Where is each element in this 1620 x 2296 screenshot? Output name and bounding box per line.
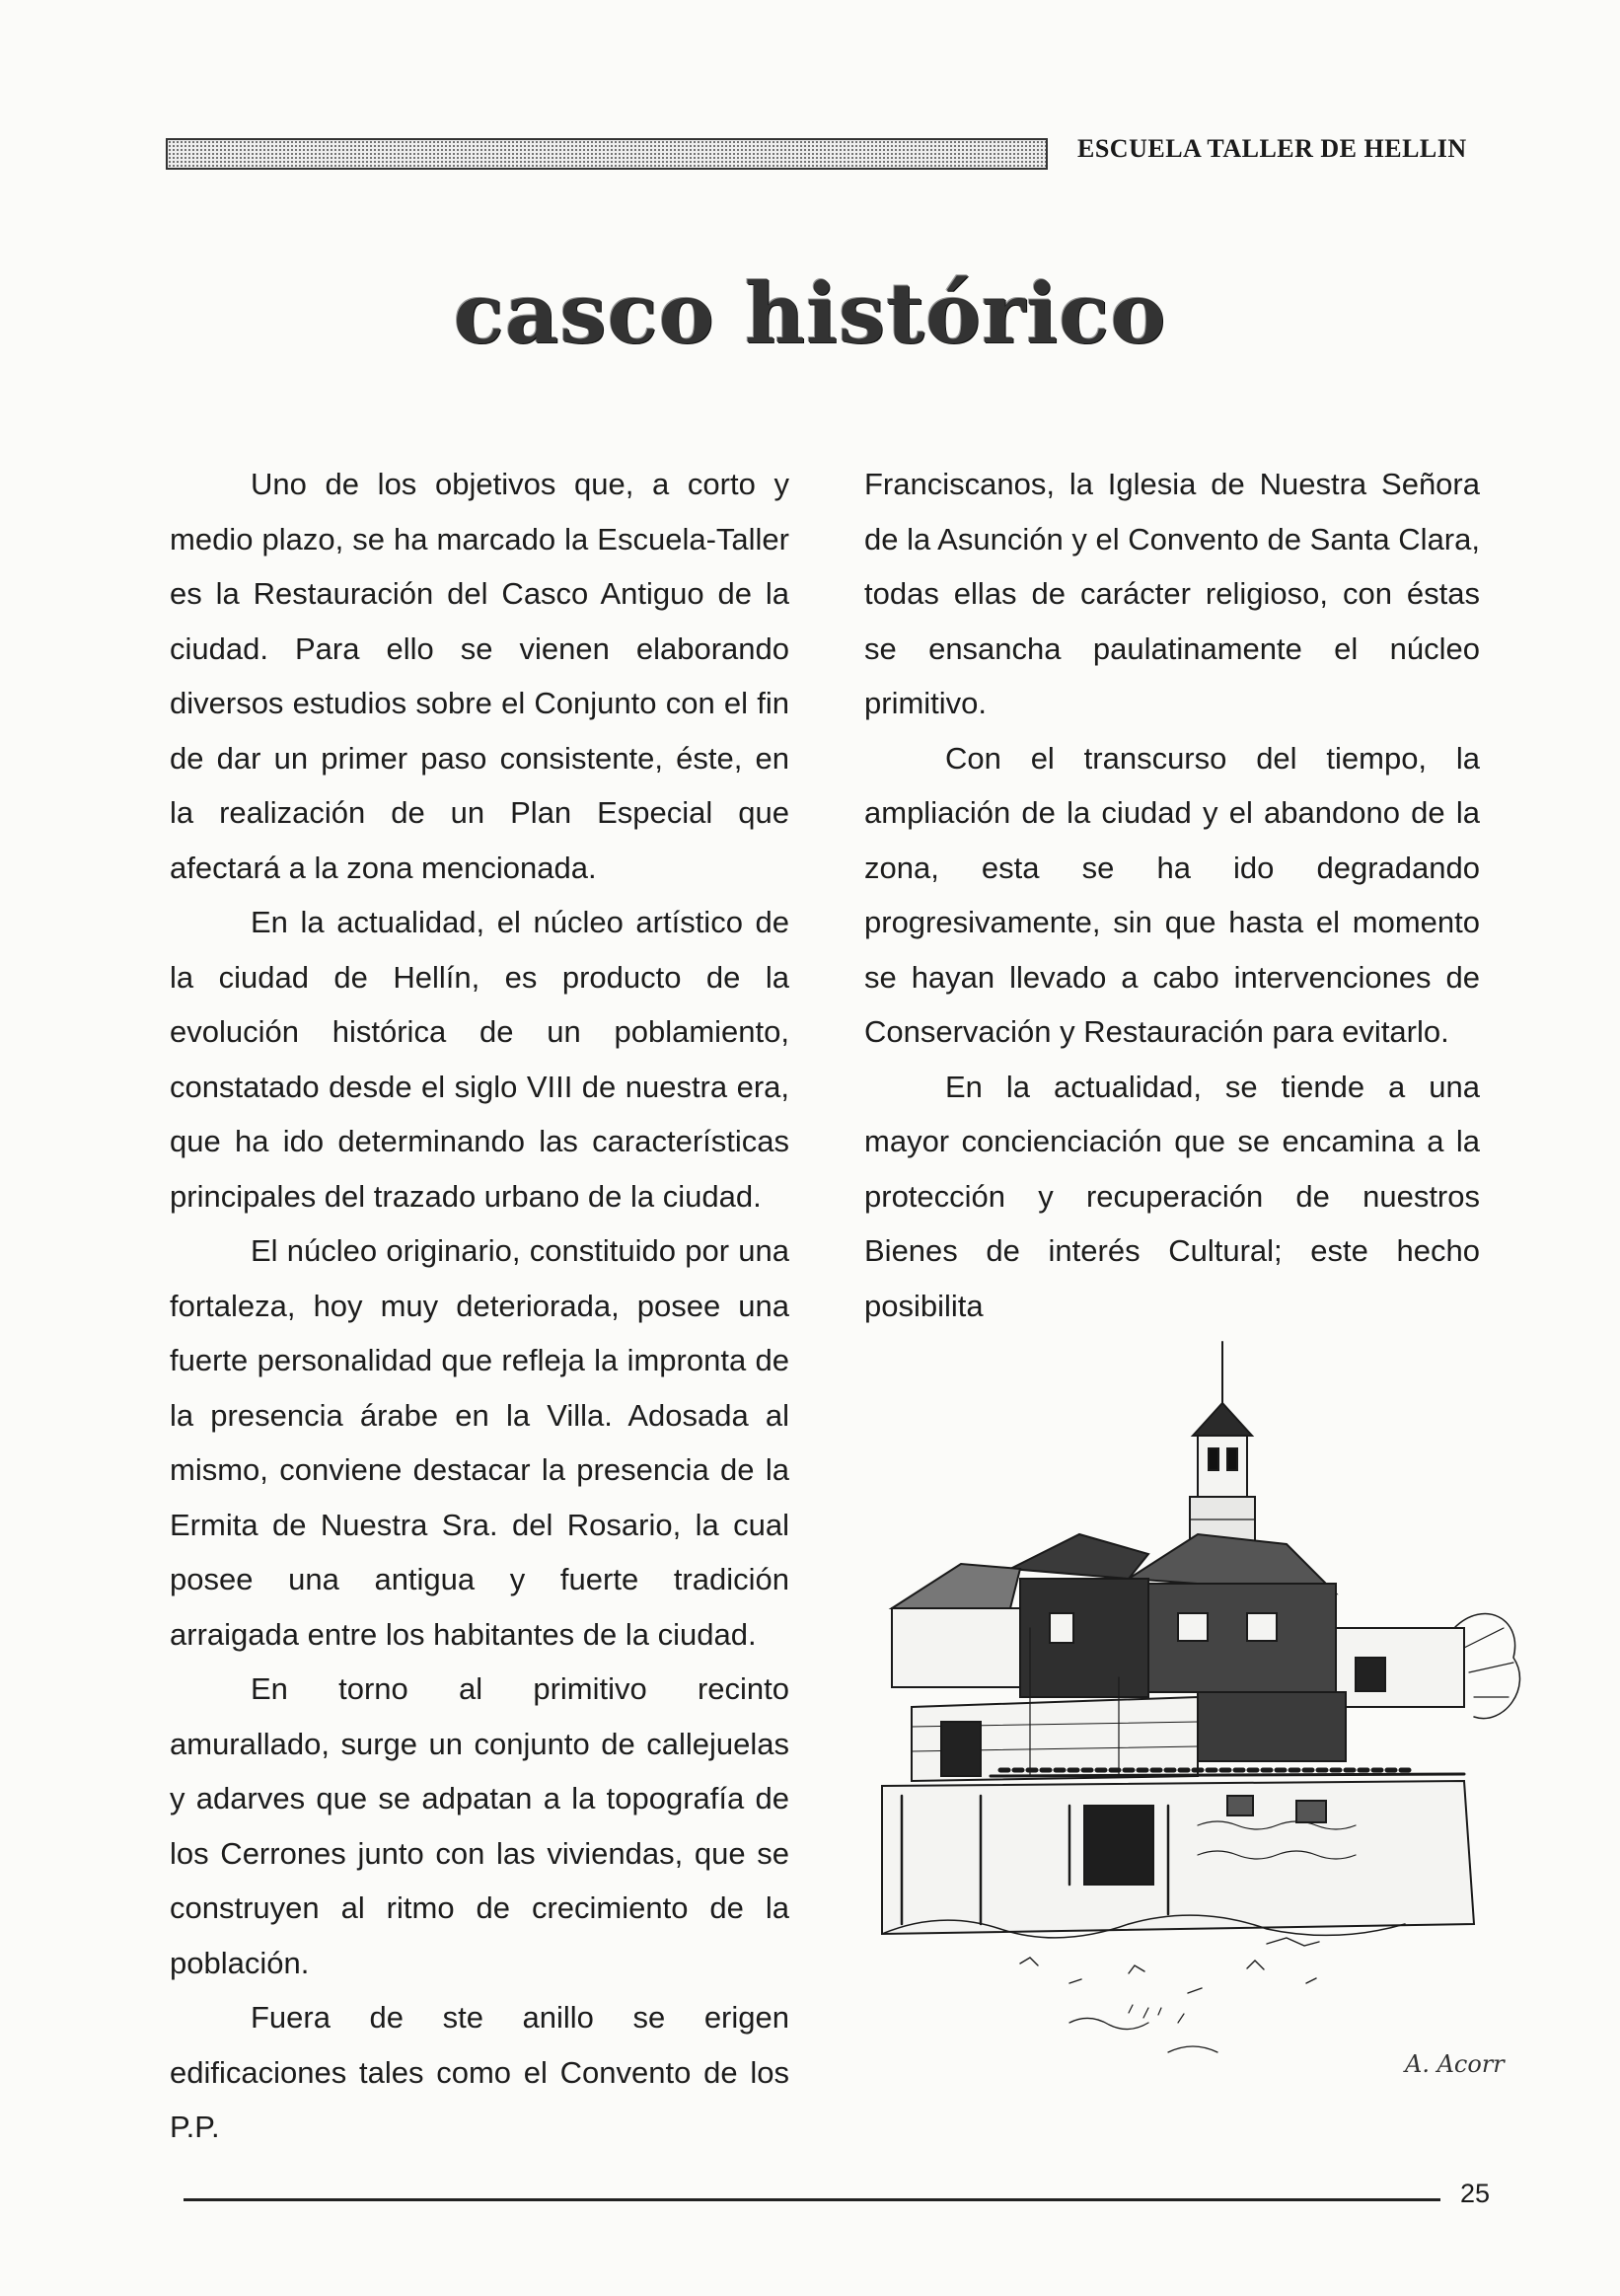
paragraph: Franciscanos, la Iglesia de Nuestra Señora de la Asunción y el Convento de Santa Clara, todas ellas de carácter religioso, con éstas se ensancha paulatinamente el núcleo primitivo. [864,467,1480,720]
header-decorative-bar [166,138,1048,170]
header-title: ESCUELA TALLER DE HELLIN [1077,134,1467,163]
footer-rule [184,2198,1440,2201]
historic-town-illustration [872,1332,1543,2121]
paragraph: En la actualidad, el núcleo artístico de la ciudad de Hellín, es producto de la evolución histórica de un poblamiento, constatado desde el siglo VIII de nuestra era, que ha ido determinando las características principales del trazado urbano de la ciudad. [170,905,789,1214]
page-title: casco histórico [453,264,1167,362]
illustration-signature: A. Acorr [1405,2050,1505,2078]
paragraph: El núcleo originario, constituido por una fortaleza, hoy muy deteriorada, posee una fuerte personalidad que refleja la impronta de la presencia árabe en la Villa. Adosada al mismo, conviene destacar la presencia de la Ermita de Nuestra Sra. del Rosario, la cual posee una antigua y fuerte tradición arraigada entre los habitantes de la ciudad. [170,1233,789,1652]
paragraph: Fuera de ste anillo se erigen edificaciones tales como el Convento de los P.P. [170,2000,789,2144]
page-number: 25 [1460,2179,1491,2208]
left-column [170,457,789,2155]
right-column [864,457,1480,1333]
paragraph: En la actualidad, se tiende a una mayor concienciación que se encamina a la protección y recuperación de nuestros Bienes de interés Cultural; este hecho posibilita [864,1069,1480,1323]
paragraph: En torno al primitivo recinto amurallado, surge un conjunto de callejuelas y adarves que se adpatan a la topografía de los Cerrones junto con las viviendas, que se construyen al ritmo de crecimiento de la población. [170,1671,789,1980]
paragraph: Uno de los objetivos que, a corto y medio plazo, se ha marcado la Escuela-Taller es la Restauración del Casco Antiguo de la ciudad. Para ello se vienen elaborando diversos estudios sobre el Conjunto con el fin de dar un primer paso consistente, éste, en la realización de un Plan Especial que afectará a la zona mencionada. [170,467,789,885]
paragraph: Con el transcurso del tiempo, la ampliación de la ciudad y el abandono de la zona, esta se ha ido degradando progresivamente, sin que hasta el momento se hayan llevado a cabo intervenciones de Conservación y Restauración para evitarlo. [864,740,1480,1049]
